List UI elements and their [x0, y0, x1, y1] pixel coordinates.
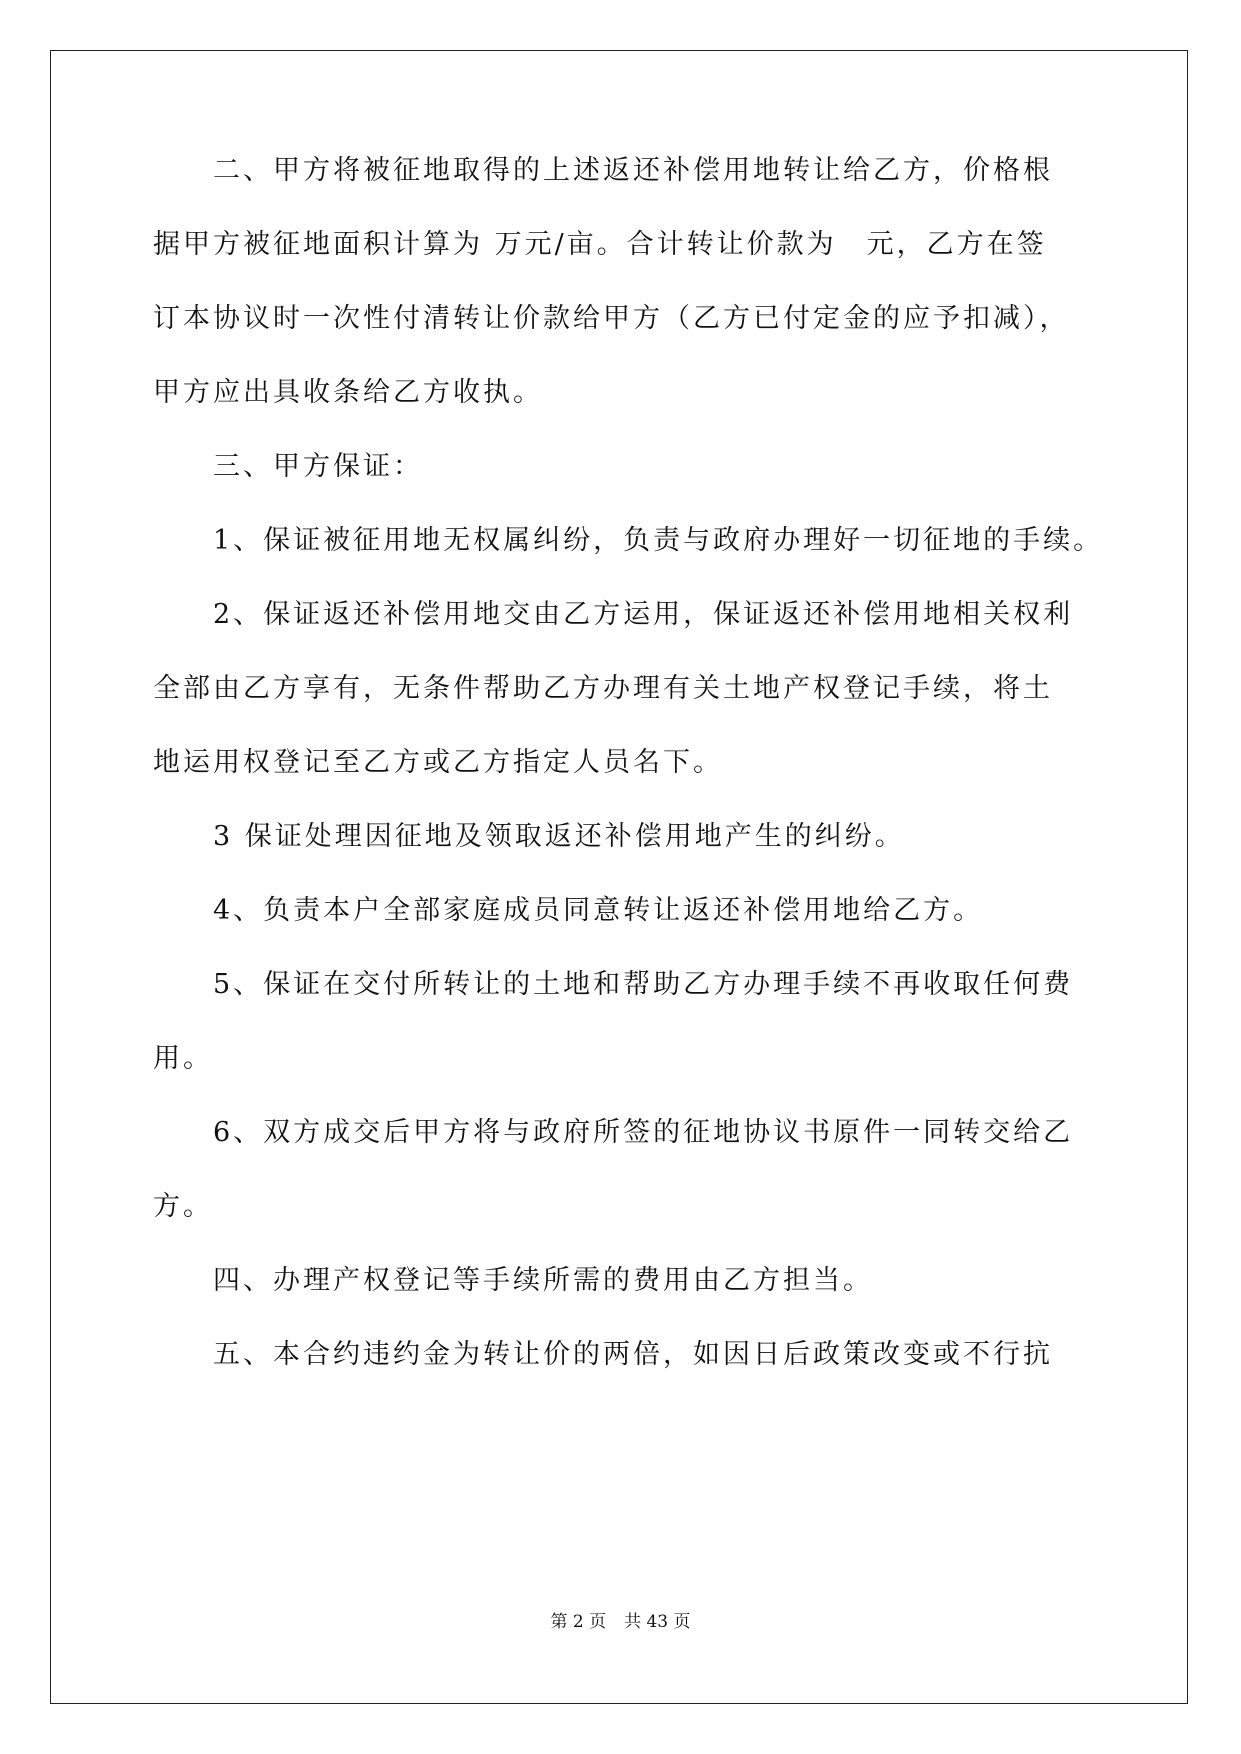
page-total: 共 43 页 [624, 1612, 691, 1632]
text-line: 四、办理产权登记等手续所需的费用由乙方担当。 [153, 1265, 873, 1296]
text-line: 三、甲方保证： [153, 451, 423, 482]
text-line: 1、保证被征用地无权属纠纷，负责与政府办理好一切征地的手续。 [153, 525, 1104, 556]
text-line: 6、双方成交后甲方将与政府所签的征地协议书原件一同转交给乙 [153, 1117, 1074, 1148]
text-line: 五、本合约违约金为转让价的两倍，如因日后政策改变或不行抗 [153, 1339, 1053, 1370]
text-line: 方。 [153, 1191, 213, 1222]
page-footer [0, 1610, 1241, 1634]
text-line: 3 保证处理因征地及领取返还补偿用地产生的纠纷。 [153, 821, 905, 852]
text-line: 据甲方被征地面积计算为 万元/亩。合计转让价款为 元，乙方在签 [153, 229, 1047, 260]
text-line: 全部由乙方享有，无条件帮助乙方办理有关土地产权登记手续，将土 [153, 673, 1053, 704]
text-line: 二、甲方将被征地取得的上述返还补偿用地转让给乙方，价格根 [153, 155, 1053, 186]
text-line: 甲方应出具收条给乙方收执。 [153, 377, 543, 408]
text-line: 用。 [153, 1043, 213, 1074]
text-line: 2、保证返还补偿用地交由乙方运用，保证返还补偿用地相关权利 [153, 599, 1074, 630]
text-line: 5、保证在交付所转让的土地和帮助乙方办理手续不再收取任何费 [153, 969, 1074, 1000]
text-line: 订本协议时一次性付清转让价款给甲方（乙方已付定金的应予扣减）， [153, 303, 1070, 334]
page-number: 第 2 页 [550, 1612, 607, 1632]
text-line: 地运用权登记至乙方或乙方指定人员名下。 [153, 747, 723, 778]
text-line: 4、负责本户全部家庭成员同意转让返还补偿用地给乙方。 [153, 895, 984, 926]
